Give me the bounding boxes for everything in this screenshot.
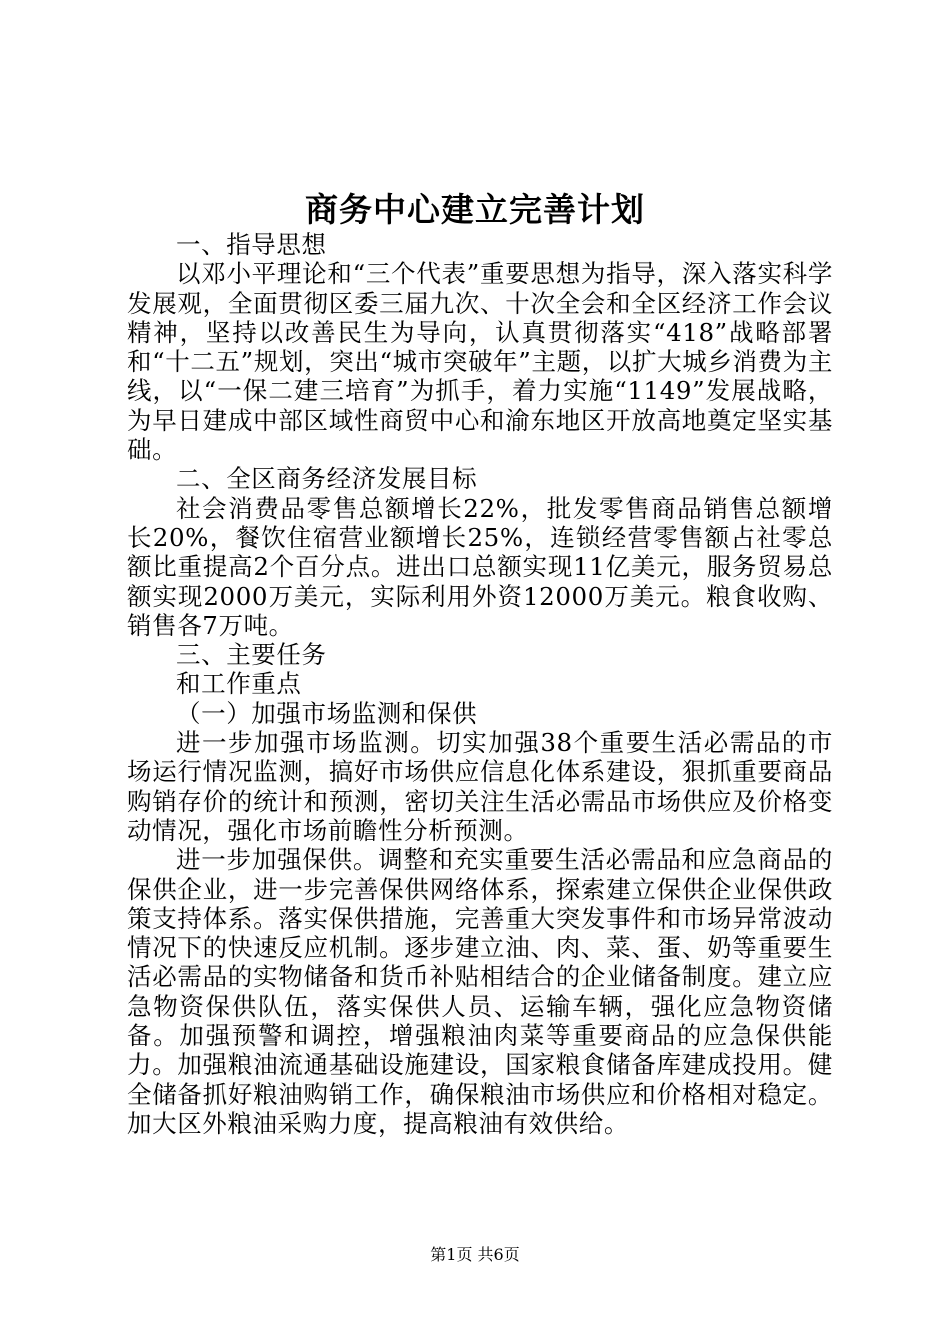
paragraph-development-goals: 社会消费品零售总额增长22%，批发零售商品销售总额增长20%，餐饮住宿营业额增长25%，连锁经营零售额占社零总额比重提高2个百分点。进出口总额实现11亿美元，服务贸易总额实现2000万美元，实际利用外资12000万美元。粮食收购、销售各7万吨。 — [127, 493, 833, 640]
section-heading-development-goals: 二、全区商务经济发展目标 — [176, 464, 478, 494]
document-title: 商务中心建立完善计划 — [305, 190, 645, 229]
document-body — [127, 230, 833, 1138]
paragraph-market-monitoring: 进一步加强市场监测。切实加强38个重要生活必需品的市场运行情况监测，搞好市场供应信息化体系建设，狠抓重要商品购销存价的统计和预测，密切关注生活必需品市场供应及价格变动情况，强化市场前瞻性分析预测。 — [127, 728, 833, 845]
page-number-footer: 第1页 共6页 — [430, 1245, 520, 1264]
section-heading-guiding-ideology: 一、指导思想 — [176, 230, 327, 259]
section-heading-main-tasks: 三、主要任务 — [176, 640, 327, 670]
paragraph-guiding-ideology: 以邓小平理论和“三个代表”重要思想为指导，深入落实科学发展观，全面贯彻区委三届九次、十次全会和全区经济工作会议精神，坚持以改善民生为导向，认真贯彻落实“418”战略部署和“十二五”规划，突出“城市突破年”主题，以扩大城乡消费为主线，以“一保二建三培育”为抓手，着力实施“1149”发展战略，为早日建成中部区域性商贸中心和渝东地区开放高地奠定坚实基础。 — [127, 259, 833, 465]
section-heading-work-focus: 和工作重点 — [176, 669, 302, 699]
paragraph-supply-guarantee: 进一步加强保供。调整和充实重要生活必需品和应急商品的保供企业，进一步完善保供网络体系，探索建立保供企业保供政策支持体系。落实保供措施，完善重大突发事件和市场异常波动情况下的快速反应机制。逐步建立油、肉、菜、蛋、奶等重要生活必需品的实物储备和货币补贴相结合的企业储备制度。建立应急物资保供队伍，落实保供人员、运输车辆，强化应急物资储备。加强预警和调控，增强粮油肉菜等重要商品的应急保供能力。加强粮油流通基础设施建设，国家粮食储备库建成投用。健全储备抓好粮油购销工作，确保粮油市场供应和价格相对稳定。加大区外粮油采购力度，提高粮油有效供给。 — [127, 845, 833, 1138]
subsection-heading-market-monitoring: （一）加强市场监测和保供 — [176, 698, 478, 728]
